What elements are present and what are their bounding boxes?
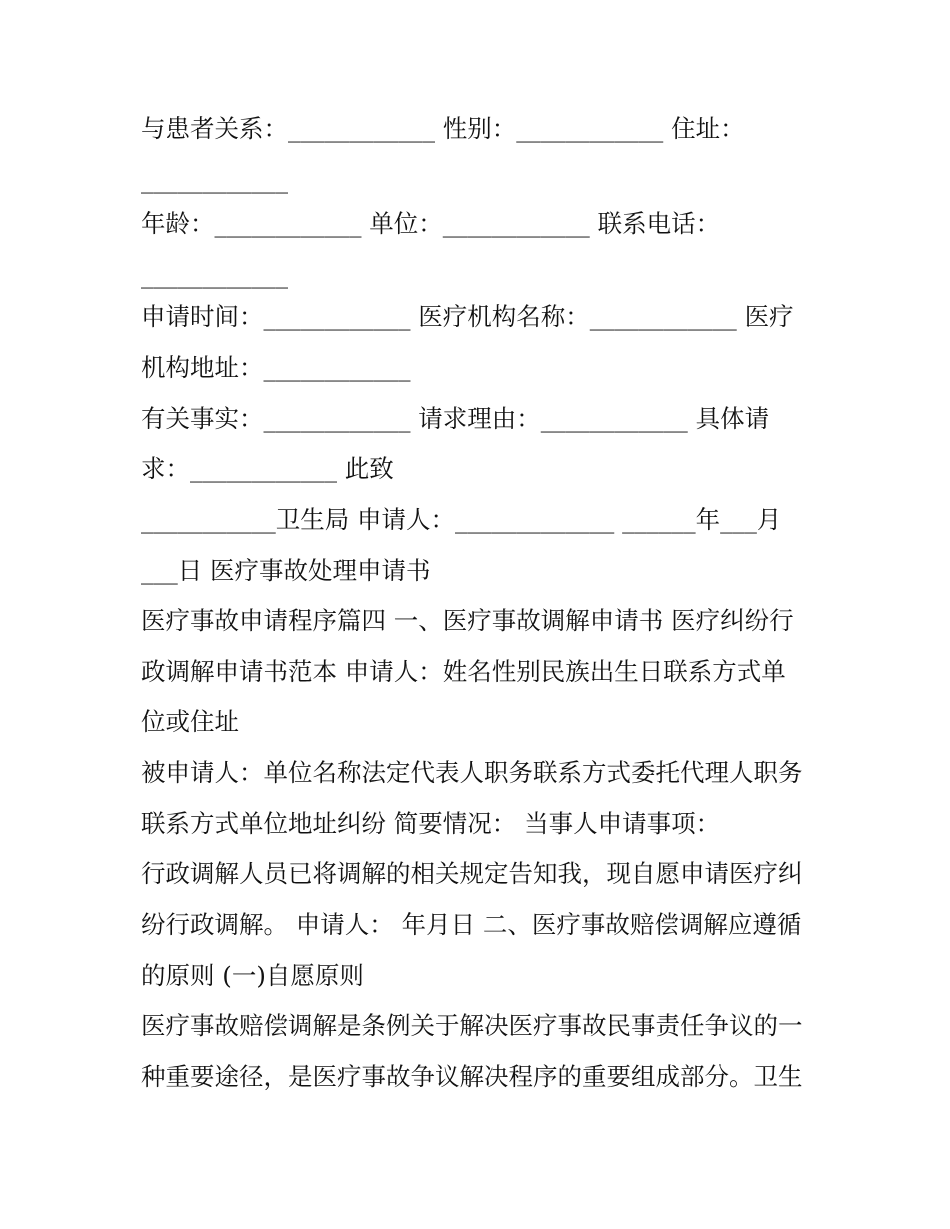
text-line: 纷行政调解。 申请人： 年月日 二、医疗事故赔偿调解应遵循 bbox=[141, 910, 802, 939]
text-line: 年龄：____________ 单位：____________ 联系电话： bbox=[141, 209, 721, 238]
text-line: 有关事实：____________ 请求理由：____________ 具体请 bbox=[141, 404, 770, 433]
text-line: 位或住址 bbox=[141, 707, 239, 736]
text-line: 政调解申请书范本 申请人：姓名性别民族出生日联系方式单 bbox=[141, 657, 786, 686]
text-line: 的原则 (一)自愿原则 bbox=[141, 961, 364, 990]
text-line: ___________卫生局 申请人：_____________ ______年___月 bbox=[141, 505, 782, 534]
text-line: 联系方式单位地址纠纷 简要情况： 当事人申请事项： bbox=[141, 809, 721, 838]
text-line: 求：____________ 此致 bbox=[141, 454, 394, 483]
text-line: ____________ bbox=[141, 260, 288, 289]
text-line: 医疗事故申请程序篇四 一、医疗事故调解申请书 医疗纠纷行 bbox=[141, 606, 794, 635]
text-line: ____________ bbox=[141, 165, 288, 194]
text-line: 种重要途径，是医疗事故争议解决程序的重要组成部分。卫生 bbox=[141, 1062, 803, 1091]
text-line: 机构地址：____________ bbox=[141, 353, 411, 382]
text-line: ___日 医疗事故处理申请书 bbox=[141, 556, 431, 585]
text-line: 申请时间：____________ 医疗机构名称：____________ 医疗 bbox=[141, 302, 794, 331]
text-line: 行政调解人员已将调解的相关规定告知我，现自愿申请医疗纠 bbox=[141, 859, 803, 888]
text-line: 医疗事故赔偿调解是条例关于解决医疗事故民事责任争议的一 bbox=[141, 1011, 803, 1040]
text-line: 与患者关系：____________ 性别：____________ 住址： bbox=[141, 114, 745, 143]
text-line: 被申请人：单位名称法定代表人职务联系方式委托代理人职务 bbox=[141, 758, 803, 787]
